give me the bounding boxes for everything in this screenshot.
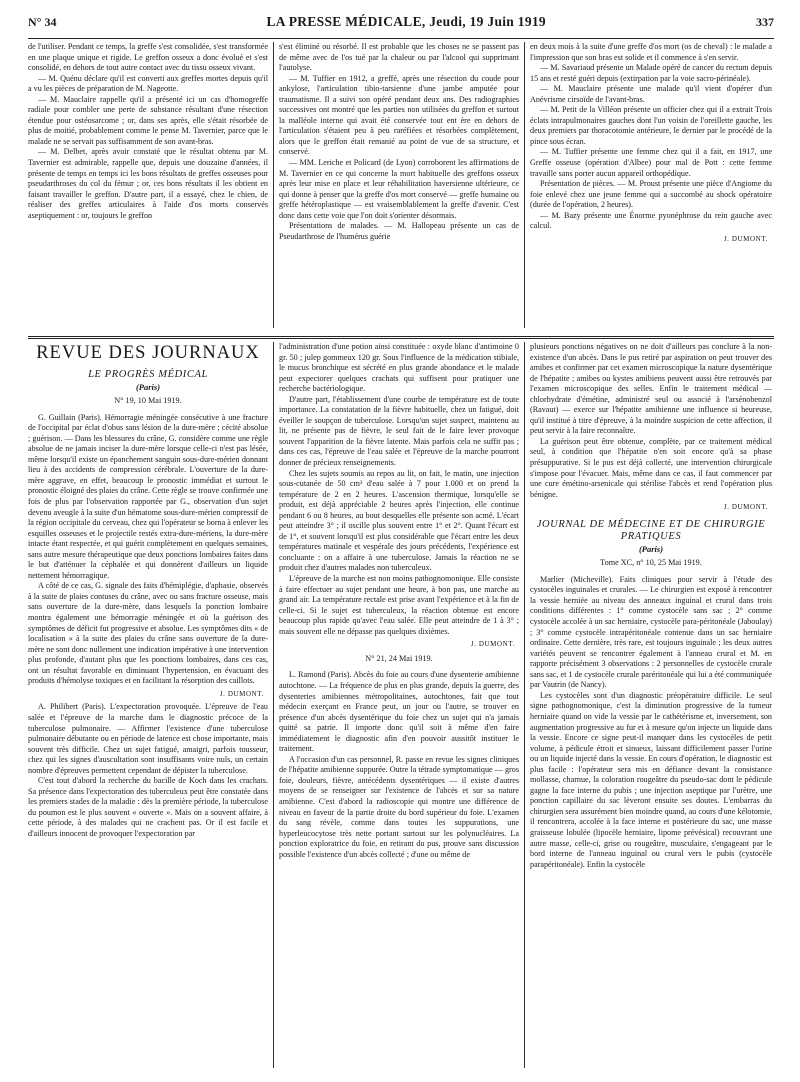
abstract-paragraph: Marlier (Micheville). Faits cliniques pour servir à l'étude des cystocèles inguinales et crurales. — Le chirurgien est exposé à rencontrer la vessie herniée au niveau des anneaux inguinal et crural dans trois conditions différentes : 1° comme cystocèle sans sac ; 2° comme cystocèle accolée à un sac herniaire, cystocèle para-péritonéale (Jaboulay) ; 3° comme cystocèle intrapéritonéale contenue dans un sac herniaire ordinaire. Cette dernière, très rare, est toujours inguinale ; les deux autres variétés peuvent se rencontrer également à l'anneau crural et M. en rapporte précisément 3 observations : 2 personnelles de cystocèle crurale sans sac, et 1 de cystocèle crurale paréritonéale qui lui a été communiquée par Vautrin (de Nancy). [530,574,772,690]
paragraph: — M. Tuffier en 1912, a greffé, après une résection du coude pour ankylose, l'articulation tibio-tarsienne d'une jambe amputée pour traumatisme. Il a suivi son opéré pendant deux ans. Des radiographies successives ont montré que les parties non utilisées du greffon et surtout la malléole interne qui avait été conservée tout ent ère en dehors de l'articulation s'étaient peu à peu raréfiées et résorbées complètement, alors que le greffon était remanié au point de vue de sa structure, et conservé. [279,73,519,157]
journal-city: (Paris) [135,381,161,392]
abstract-paragraph: L'épreuve de la marche est non moins pathognomonique. Elle consiste à faire effectuer au sujet pendant une heure, à bon pas, une marche au grand air. La température rectale est prise avant l'expérience et à la fin de celle-ci. Si le sujet est tuberculeux, la réaction obtenue est encore beaucoup plus rapide qu'avec l'eau salée. Elle peut atteindre de 1 à 3° ; mais souvent elle ne dépasse pas quelques dixièmes. [279,574,519,636]
signature: J. DUMONT. [470,640,515,649]
abstract-paragraph: A l'occasion d'un cas personnel, R. passe en revue les signes cliniques de l'hépatite amibienne suppurée. Outre la tétrade symptomatique — gros foie, douleurs, fièvre, antécédents dysentériques — il existe d'autres moyens de se renseigner sur l'existence de l'abcès et sur sa nature amibienne. C'est d'abord la radioscopie qui montre une différence de niveau en faveur de la partie droite du bord supérieur du foie. L'examen du sang révèle, comme dans toutes les suppurations, une hyperleucocytose très nette portant surtout sur les polynucléaires. La ponction exploratrice du foie, en retirant du pus, prouve sans discussion possible l'existence d'un abcès collecté ; d'une ou même de [279,754,519,859]
abstract-paragraph: A côté de ce cas, G. signale des faits d'hémiplégie, d'aphasie, observés à la suite de plaies contuses du crâne, avec ou sans fracture osseuse, mais sans ouverture de la dure-mère, dans lesquels la ponction lombaire montra également une hémorragie méningée et où la guérison des symptômes de déficit fut progressive et absolue. Les symptômes dits « de localisation » à la suite des plaies du crâne sans ouverture de la dure-mère ne sont donc nullement une indication impérative à une intervention plus profonde, d'autant plus que les ponctions lombaires, dans ces cas, ont un résultat favorable en diminuant l'hypertension, en évacuant des produits d'hémolyse toxiques et en facilitant la résorption des caillots. [28,581,268,686]
paragraph: — M. Mauclaire présente une malade qu'il vient d'opérer d'un Anévrisme cirsoïde de l'avant-bras. [530,84,772,104]
paragraph: — M. Mauclaire rappelle qu'il a présenté ici un cas d'homogreffe radiale pour combler une perte de substance résultant d'une résection étendue pour ostéosarcome ; or, dans ses après, elle s'était résorbée de plus de moitié, probablement comme le pense M. Tavernier, parce que le malade ne se servait pas suffisamment de son avant-bras. [28,94,268,146]
abstract-paragraph: A. Philibert (Paris). L'expectoration provoquée. L'épreuve de l'eau salée et l'épreuve de la marche dans le diagnostic précoce de la tuberculose pulmonaire. — Affirmer l'existence d'une tuberculose pulmonaire débutante ou en période de latence est chose importante, mais souvent très difficile. Chez un sujet fatigué, amaigri, parfois tousseur, chez qui les signes d'auscultation sont insuffisants voire nuls, un certain nombre d'épreuves permettent cependant de dépister la tuberculose. [28,702,268,775]
paragraph: — M. Quénu déclare qu'il est converti aux greffes mortes depuis qu'il a vu les pièces de préparation de M. Nageotte. [28,73,268,94]
paragraph: — M. Petit de la Villéon présente un officier chez qui il a extrait Trois éclats intrapulmonaires gauches dont l'un voisin de l'oreillette gauche, les deux premiers par thoracotomie antérieure, le dernier par le procédé de la pince sous écran. [530,105,772,146]
paragraph: — M. Savariaud présente un Malade opéré de cancer du rectum depuis 15 ans et resté guéri depuis (extirpation par la voie sacro-périnéale). [530,63,772,83]
revue-column-2 [279,342,519,1070]
revue-column-1 [28,342,268,1070]
signature: J. DUMONT. [723,503,768,512]
journal-issue: N° 19, 10 Mai 1919. [114,396,182,406]
paragraph: — M. Bazy présente une Énorme pyonéphrose du rein gauche avec calcul. [530,210,772,231]
paragraph: s'est éliminé ou résorbé. Il est probable que les choses ne se passent pas de même avec de l'os tué par la chaleur ou par l'alcool qui supprimant l'autolyse. [279,42,519,73]
abstract-paragraph: L. Ramond (Paris). Abcès du foie au cours d'une dysenterie amibienne autochtone. — La fréquence de plus en plus grande, depuis la guerre, des dysenteries amibiennes métropolitaines, autochtones, fait que tout médecin exerçant en France peut, un jour ou l'autre, se trouver en présence d'un abcès dysentérique du foie chez un sujet qui n'a jamais quitté sa patrie. Il importe donc qu'il soit à même d'en faire immédiatement le diagnostic afin d'en pouvoir aussitôt instituer le traitement. [279,670,519,754]
journal-issue: N° 21, 24 Mai 1919. [365,653,433,663]
paragraph: Présentations de malades. — M. Hallopeau présente un cas de Pseudarthrose de l'humérus guérie [279,221,519,241]
paragraph: — MM. Leriche et Policard (de Lyon) corroborent les affirmations de M. Tavernier en ce qui concerne la mort habituelle des greffons osseux après leur mise en place et leur réhabilitation haversienne ultérieure, ce qui donne à penser que la greffe d'os mort conservé — greffe humaine ou greffe hétéroplastique — est vraisemblablement la greffe d'avenir. C'est donc dans cette voie que l'on doit s'orienter désormais. [279,158,519,220]
journal-title: JOURNAL DE MÉDECINE ET DE CHIRURGIE PRATIQUES [536,518,766,542]
abstract-paragraph: l'administration d'une potion ainsi constituée : oxyde blanc d'antimoine 0 gr. 50 ; julep gommeux 120 gr. Sous l'influence de la médication stibiale, le mucus bronchique est sécrété en plus grande abondance et le malade peut expectorer quelques crachats qui suffisent pour pratiquer une recherche bactériologique. [279,342,519,394]
paragraph: de l'utiliser. Pendant ce temps, la greffe s'est consolidée, s'est transformée en une plaque unique et rigide. Le greffon osseux a donc évolué et s'est consolidé, en dehors de tout autre contact avec du tissu osseux vivant. [28,42,268,73]
abstract-paragraph: D'autre part, l'établissement d'une courbe de température est de toute importance. La constatation de la fièvre habituelle, chez un fatigué, doit éveiller le soupçon de tuberculose. Lorsqu'un sujet suspect, maintenu au lit, ne présente pas de fièvre, le seul fait de le faire lever provoque souvent l'apparition de la fièvre latente. Mais parfois cela ne suffit pas ; dans ces cas, l'épreuve de l'eau salée et l'épreuve de la marche pourront donner de précieux renseignements. [279,394,519,468]
top-column-1 [28,42,268,330]
top-column-3 [530,42,772,330]
column-rule [524,42,525,328]
abstract-paragraph: plusieurs ponctions négatives on ne doit d'ailleurs pas conclure à la non-existence d'un abcès. Dans le pus retiré par aspiration on peut trouver des amibes et confirmer par cet examen microscopique la nature dysentérique de l'hépatite ; amibes ou kystes amibiens peuvent aussi être retrouvés par l'examen microscopique des selles. Enfin le traitement médical — chlorhydrate d'émétine, administré seul ou associé à l'arsénobenzol (Ravaut) — exerce sur l'hépatite amibienne une influence si heureuse, qu'il institué à titre d'épreuve, à la moindre suspicion de cette affection, il peut servir à la faire reconnaître. [530,342,772,436]
page-title: LA PRESSE MÉDICALE, Jeudi, 19 Juin 1919 [266,14,546,29]
paragraph: Présentation de pièces. — M. Proust présente une pièce d'Angiome du foie enlevé chez une jeune femme qui a succombé au shock opératoire (durée de l'opération, 2 heures). [530,179,772,210]
journal-issue: Tome XC, n° 10, 25 Mai 1919. [600,558,702,568]
column-rule [524,342,525,1068]
abstract-paragraph: C'est tout d'abord la recherche du bacille de Koch dans les crachats. Sa présence dans l'expectoration des tuberculeux peut être constatée dans les premiers stades de la maladie : dès la première période, la tuberculose du poumon est le plus souvent « ouverte ». Mais on a souvent affaire, à cette période, à des malades qui ne crachent pas. Or il est facile et d'ailleurs innocent de provoquer l'expectoration par [28,776,268,838]
top-column-2 [279,42,519,330]
paragraph: en deux mois à la suite d'une greffe d'os mort (os de cheval) : le malade a l'impression que son bras est solide et il commence à s'en servir. [530,42,772,62]
page-header [28,14,774,39]
abstract-paragraph: La guérison peut être obtenue, complète, par ce traitement médical seul, à condition que l'hépatite n'en soit encore qu'à sa phase présuppurative. Si le pus est déjà collecté, une intervention chirurgicale s'impose pour l'évacuer. Mais, même dans ce cas, il faut commencer par une cure émétino-arsenicale qui stérilise l'abcès et rend l'opération plus bénigne. [530,436,772,499]
journal-title: LE PROGRÈS MÉDICAL [88,368,208,380]
revue-column-3 [530,342,772,1070]
signature: J. DUMONT. [219,689,264,698]
paragraph: — M. Tuffier présente une femme chez qui il a fait, en 1917, une Greffe osseuse (opération d'Albee) pour mal de Pott : cette femme travaille sans porter aucun appareil orthopédique. [530,147,772,178]
abstract-paragraph: Les cystocèles sont d'un diagnostic préopératoire difficile. Le seul signe pathognomonique, c'est la diminution progressive de la tumeur herniaire quand on vide la vessie par le cathétérisme et, inversement, son augmentation progressive au fur et à mesure qu'on injecte un liquide dans la vessie. Encore ce signe peut-il manquer dans les cystocèles de petit volume, à pédicule étroit et sinueux, laissant difficilement passer l'urine ou un liquide injecté dans la vessie. En cours d'opération, le diagnostic est plus facile : l'opérateur sera mis en défiance devant la consistance mollasse, charnue, la coloration rougeâtre du pseudo-sac dont le pédicule gagne la face interne du pubis ; une injection aseptique par l'urètre, une ponction capillaire du sac lèveront ensuite ses doutes. L'embarras du chirurgien sera assurément bien moindre quand, au cours d'une kélotomie, il rencontrera, accolée à la face interne et postérieure du sac, une masse graisseuse lobulée (lipocèle herniaire, lipome prévésical) recouvrant une autre masse, celle-ci, grise ou rougeâtre, musculaire, s'engageant par le bord interne de l'anneau inguinal ou crural vers le pubis (cystocèle parapéritonéale). Enfin la cystocèle [530,690,772,869]
section-title: REVUE DES JOURNAUX [36,343,260,363]
signature: J. DUMONT. [723,234,768,243]
page-number: 337 [755,15,774,29]
abstract-paragraph: Chez les sujets soumis au repos au lit, on fait, le matin, une injection sous-cutanée de 50 cm³ d'eau salée à 7 pour 1.000 et on prend la température de 2 en 2 heures. L'ascension thermique, lorsqu'elle se produit, est déjà appréciable 2 heures après l'injection, elle continue pendant 6 ou 8 heures, au bout desquelles elle présente son acmé. L'écart peut atteindre 3° ; il oscille plus souvent entre 1° et 2°. Quant l'écart est de 1°, et souvent lorsqu'il est plus considérable que l'écart entre les deux températures matinale et vespérale des jours précédents, l'expérience est concluante : on a affaire à une tuberculose. Jamais la réaction ne se produit chez d'autres malades non tuberculeux. [279,468,519,573]
section-divider [28,336,774,339]
journal-city: (Paris) [638,543,664,554]
issue-number: N° 34 [28,15,57,29]
paragraph: — M. Delbet, après avoir constaté que le résultat obtenu par M. Tavernier est admirable, rappelle que, depuis une douzaine d'années, il présente de temps en temps ici les bons résultats de greffes osseuses pour pseudarthroses du col du fémur ; or, ces bons résultats il les obtient en faisant travailler le greffon. D'autre part, il a essayé, chez le chien, de réaliser des greffes articulaires à l'aide d'os morts conservés aseptiquement : or, toujours le greffon [28,147,268,220]
abstract-paragraph: G. Guillain (Paris). Hémorragie méningée consécutive à une fracture de l'occipital par éclat d'obus sans lésion de la dure-mère ; cécité absolue ; guérison. — Dans les blessures du crâne, G. considère comme une règle absolue de ne jamais inciser la dure-mère lorsque celle-ci n'est pas lésée, même lorsqu'il existe un épanchement sanguin sous-dure-mérien donnant lieu à des accidents de compression cérébrale. L'ouverture de la dure-mère aggrave, en effet, beaucoup le pronostic immédiat et surtout le pronostic éloigné des plaies du crâne. Cette règle se trouve confirmée une fois de plus par l'observation rapportée par G., observation d'un sujet devenu aveugle à la suite d'un hématome sous-dure-mérien compressif de la région occipitale du cerveau, chez qui l'opérateur se borna à enlever les esquilles osseuses et le projectile restés extra-dure-mériens, la dure-mère intacte étant respectée, et qui guérit complètement en quelques semaines, sans autre mesure thérapeutique que deux ponctions lombaires faites dans le but d'atténuer la céphalée et qui donnèrent d'ailleurs un liquide nettement hémorragique. [28,412,268,580]
column-rule [273,42,274,328]
column-rule [273,342,274,1068]
